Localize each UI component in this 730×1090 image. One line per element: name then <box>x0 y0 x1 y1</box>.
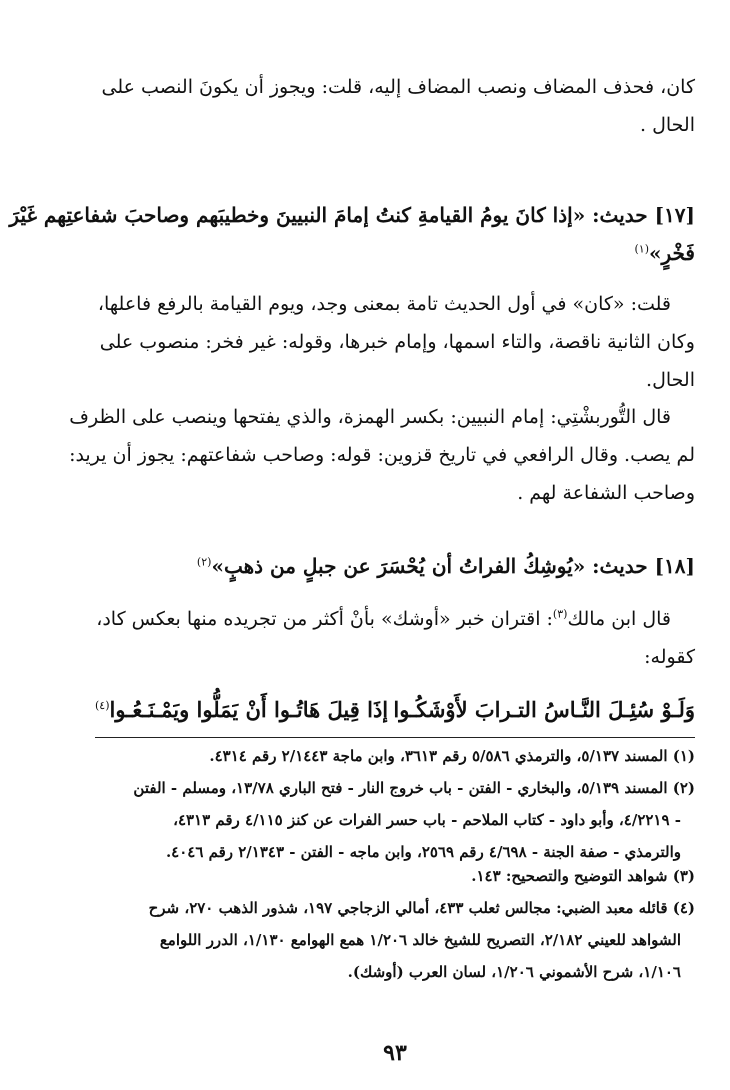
footnote-4-cont: ١/١٠٦، شرح الأشموني ١/٢٠٦، لسان العرب (أوشك). <box>347 963 681 981</box>
poetry-verse <box>95 690 695 730</box>
text-run: قال ابن مالك <box>567 608 671 630</box>
text-line: الحال. <box>646 369 695 391</box>
commentary-17-a <box>95 285 695 399</box>
text-run: : اقتران خبر «أوشك» بأنْ أكثر من تجريده منها بعكس كاد، <box>96 608 553 630</box>
text-line: كان، فحذف المضاف ونصب المضاف إليه، قلت: ويجوز أن يكونَ النصب على <box>101 76 695 98</box>
text-line: وكان الثانية ناقصة، والتاء اسمها، وإمام خبرها، وقوله: غير فخر: منصوب على <box>99 331 695 353</box>
hadith-17-heading <box>9 196 695 272</box>
commentary-18 <box>95 600 695 676</box>
footnote-3: (٣) شواهد التوضيح والتصحيح: ١٤٣. <box>471 867 695 885</box>
commentary-17-b <box>69 398 695 512</box>
footnote-2-cont: والترمذي - صفة الجنة - ٤/٦٩٨ رقم ٢٥٦٩، وابن ماجه - الفتن - ٢/١٣٤٣ رقم ٤٠٤٦. <box>165 843 681 861</box>
footnote-2: (٢) المسند ٥/١٣٩، والبخاري - الفتن - باب خروج النار - فتح الباري ١٣/٧٨، ومسلم - الفتن <box>133 779 695 797</box>
footnote-divider <box>95 737 695 738</box>
text-line <box>95 234 695 272</box>
text-line: وصاحب الشفاعة لهم . <box>517 482 695 504</box>
paragraph-continuation <box>95 68 695 144</box>
document-page <box>9 0 695 1090</box>
hadith-18-heading <box>95 547 695 585</box>
verse-first-hemistich: وَلَـوْ سُئِـلَ النَّـاسُ التـرابَ لأَوْشَكُـوا <box>393 697 695 722</box>
footnote-ref-4[interactable]: (٤) <box>95 699 110 712</box>
footnote-4: (٤) قائله معبد الضبي: مجالس ثعلب ٤٣٣، أمالي الزجاجي ١٩٧، شذور الذهب ٢٧٠، شرح <box>148 899 695 917</box>
footnote-2-cont: - ٤/٢٢١٩، وأبو داود - كتاب الملاحم - باب حسر الفرات عن كنز ٤/١١٥ رقم ٤٣١٣، <box>173 811 681 829</box>
hadith-text: فَخْرٍ» <box>648 241 695 265</box>
footnote-ref-2[interactable]: (٢) <box>196 555 212 569</box>
footnote-ref-1[interactable]: (١) <box>634 242 649 256</box>
footnote-4-cont: الشواهد للعيني ٢/١٨٢، التصريح للشيخ خالد ١/٢٠٦ همع الهوامع ١/١٣٠، الدرر اللوامع <box>159 931 681 949</box>
hadith-text: [١٨] حديث: «يُوشِكُ الفراتُ أن يُحْسَرَ عن جبلٍ من ذهبٍ» <box>211 554 695 578</box>
text-line <box>95 547 695 585</box>
text-line: قال التُّوربشْتِي: إمام النبيين: بكسر الهمزة، والذي يفتحها وينصب على الظرف <box>69 406 671 428</box>
footnotes-section <box>95 744 695 984</box>
page-number: ٩٣ <box>383 1040 407 1066</box>
text-line: قلت: «كان» في أول الحديث تامة بمعنى وجد، ويوم القيامة بالرفع فاعلها، <box>97 293 671 315</box>
verse-second-hemistich-wrap <box>95 690 388 730</box>
verse-second-hemistich: إذَا قِيلَ هَاتُـوا أَنْ يَمَلُّوا ويَمْـنَـعُـوا <box>109 697 389 722</box>
text-line: [١٧] حديث: «إذا كانَ يومُ القيامةِ كنتُ إمامَ النبيينَ وخطيبَهم وصاحبَ شفاعتِهم غَيْرَ <box>9 203 695 227</box>
footnote-ref-3[interactable]: (٣) <box>552 607 568 621</box>
text-line <box>95 600 695 638</box>
text-line: الحال . <box>639 114 695 136</box>
footnote-1: (١) المسند ٥/١٣٧، والترمذي ٥/٥٨٦ رقم ٣٦١٣، وابن ماجة ٢/١٤٤٣ رقم ٤٣١٤. <box>209 747 695 765</box>
text-line: لم يصب. وقال الرافعي في تاريخ قزوين: قوله: وصاحب شفاعتهم: يجوز أن يريد: <box>69 444 695 466</box>
text-line: كقوله: <box>644 646 695 668</box>
